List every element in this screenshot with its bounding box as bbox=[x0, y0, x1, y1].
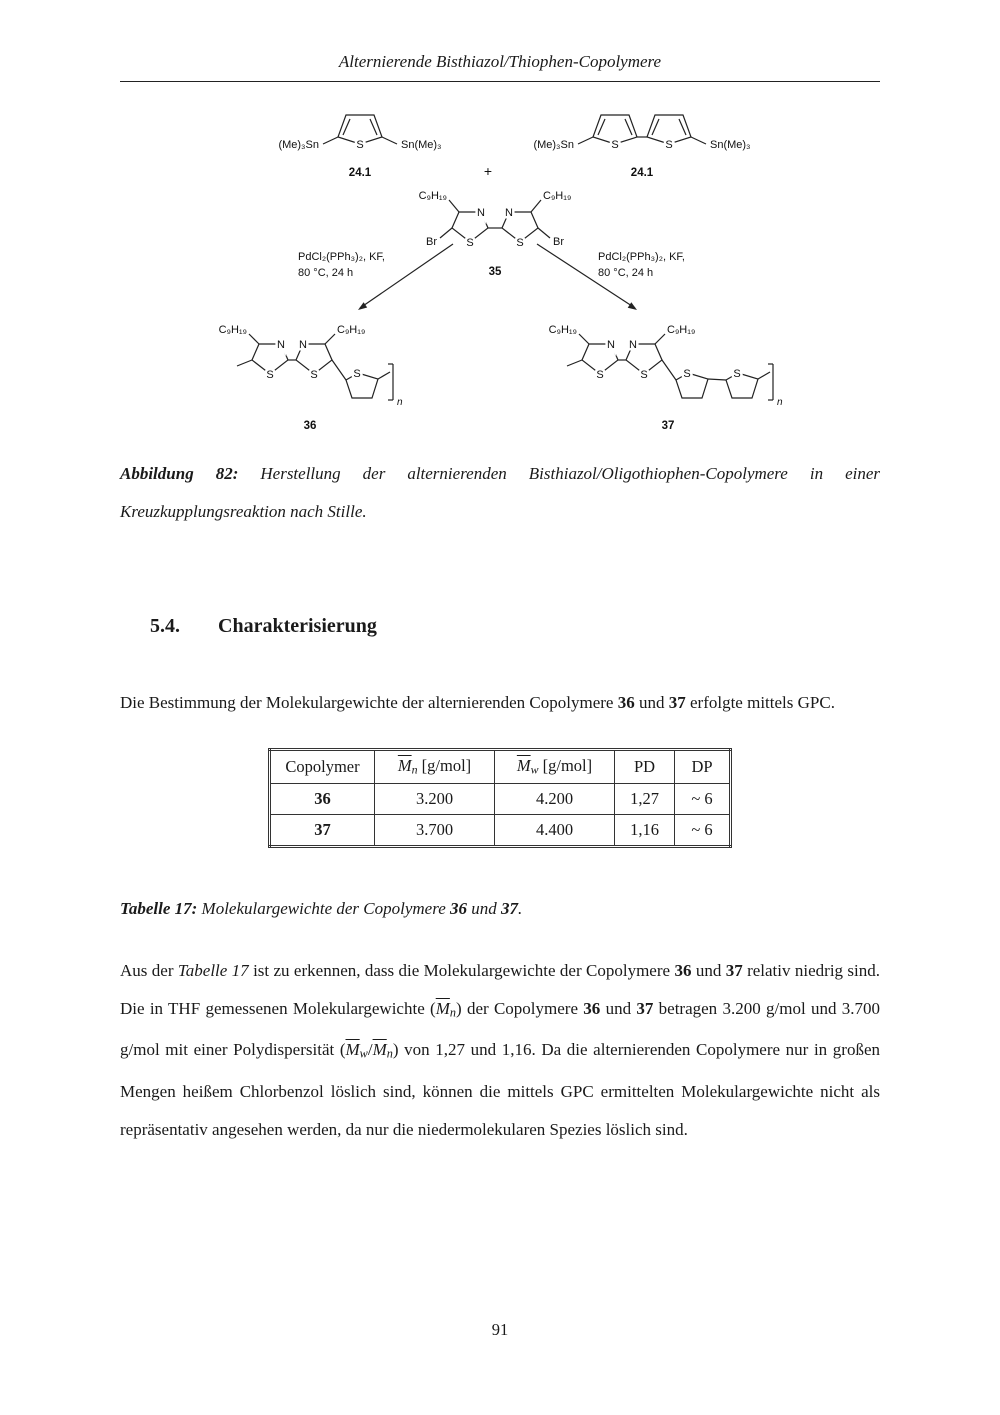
trimethylstannyl-label: Sn(Me)₃ bbox=[401, 139, 442, 151]
col-header-mw: $\overline{M}w$ [g/mol] bbox=[495, 750, 615, 784]
bithiophene-rings-monomer bbox=[578, 115, 706, 144]
nitrogen-atom-label: N bbox=[629, 339, 637, 351]
section-heading bbox=[150, 615, 880, 638]
page-number: 91 bbox=[491, 1320, 509, 1339]
nonyl-chain-label: C₉H₁₉ bbox=[337, 324, 366, 336]
sulfur-atom-label: S bbox=[596, 369, 604, 381]
cell-dp: ~ 6 bbox=[675, 783, 731, 814]
cell-mw: 4.400 bbox=[495, 814, 615, 846]
col-header-pd: PD bbox=[615, 750, 675, 784]
nitrogen-atom-label: N bbox=[299, 339, 307, 351]
bromine-atom-label: Br bbox=[553, 236, 564, 248]
figure-caption: Abbildung 82: Herstellung der alternierenden Bisthiazol/Oligothiophen-Copolymere in einer Kreuzkupplungsreaktion nach Stille. bbox=[120, 464, 880, 521]
sulfur-atom-label: S bbox=[516, 237, 524, 249]
intro-paragraph: Die Bestimmung der Molekulargewichte der alternierenden Copolymere 36 und 37 erfolgte mittels GPC. bbox=[120, 693, 835, 712]
bromine-atom-label: Br bbox=[426, 236, 437, 248]
reaction-scheme-svg bbox=[120, 88, 880, 440]
col-header-dp: DP bbox=[675, 750, 731, 784]
trimethylstannyl-label: (Me)₃Sn bbox=[278, 139, 319, 151]
section-number: 5.4. bbox=[150, 615, 180, 637]
sulfur-atom-label: S bbox=[733, 368, 741, 380]
cell-copolymer: 37 bbox=[270, 814, 375, 846]
repeat-unit-subscript: n bbox=[397, 397, 403, 408]
cell-mn: 3.200 bbox=[375, 783, 495, 814]
sulfur-atom-label: S bbox=[310, 369, 318, 381]
nonyl-chain-label: C₉H₁₉ bbox=[418, 190, 447, 202]
section-title: Charakterisierung bbox=[218, 615, 377, 637]
trimethylstannyl-label: Sn(Me)₃ bbox=[710, 139, 751, 151]
body-paragraph: Aus der Tabelle 17 ist zu erkennen, dass die Molekulargewichte der Copolymere 36 und 37 relativ niedrig sind. Die in THF gemessenen Molekulargewichte $(\overline{M}n)$ der Copolymere 36 und 37 betragen 3.200 g/mol und 3.700 g/mol mit einer Polydispersität $(\overline{M}w/\overline{M}n)$ von 1,27 und 1,16. Da die alternierenden Copolymere nur in großen Mengen heißem Chlorbenzol löslich sind, können die mittels GPC ermittelten Molekulargewichte nicht als repräsentativ angesehen werden, da nur die niedermolekularen Spezies löslich sind. bbox=[120, 960, 881, 1139]
figure-reaction-scheme bbox=[120, 88, 880, 445]
table-row bbox=[270, 814, 731, 846]
polymer-36-structure bbox=[237, 334, 393, 400]
nonyl-chain-label: C₉H₁₉ bbox=[543, 190, 572, 202]
reaction-conditions-line2: 80 °C, 24 h bbox=[298, 267, 354, 279]
compound-number-36: 36 bbox=[303, 420, 317, 432]
reaction-conditions-line2: 80 °C, 24 h bbox=[598, 267, 654, 279]
nitrogen-atom-label: N bbox=[477, 207, 485, 219]
sulfur-atom-label: S bbox=[356, 139, 364, 151]
polymer-37-structure bbox=[567, 334, 773, 400]
nitrogen-atom-label: N bbox=[505, 207, 513, 219]
running-header-title: Alternierende Bisthiazol/Thiophen-Copolymere bbox=[338, 52, 662, 71]
compound-number-37: 37 bbox=[661, 420, 675, 432]
cell-dp: ~ 6 bbox=[675, 814, 731, 846]
arrowheads bbox=[358, 302, 637, 310]
compound-number-35: 35 bbox=[488, 266, 502, 278]
cell-mw: 4.200 bbox=[495, 783, 615, 814]
cell-mn: 3.700 bbox=[375, 814, 495, 846]
sulfur-atom-label: S bbox=[466, 237, 474, 249]
scheme-labels bbox=[219, 139, 783, 432]
trimethylstannyl-label: (Me)₃Sn bbox=[533, 139, 574, 151]
sulfur-atom-label: S bbox=[266, 369, 274, 381]
col-header-mn: $\overline{M}n$ [g/mol] bbox=[375, 750, 495, 784]
cell-copolymer: 36 bbox=[270, 783, 375, 814]
reaction-conditions-line1: PdCl₂(PPh₃)₂, KF, bbox=[598, 251, 685, 263]
nonyl-chain-label: C₉H₁₉ bbox=[218, 324, 247, 336]
sulfur-atom-label: S bbox=[353, 368, 361, 380]
sulfur-atom-label: S bbox=[665, 139, 673, 151]
table-caption: Tabelle 17: Molekulargewichte der Copolymere 36 und 37. bbox=[120, 898, 523, 918]
cell-pd: 1,16 bbox=[615, 814, 675, 846]
plus-sign: + bbox=[483, 163, 493, 179]
sulfur-atom-label: S bbox=[640, 369, 648, 381]
compound-number-24-1: 24.1 bbox=[630, 167, 654, 179]
nitrogen-atom-label: N bbox=[277, 339, 285, 351]
repeat-unit-subscript: n bbox=[777, 397, 783, 408]
cell-pd: 1,27 bbox=[615, 783, 675, 814]
table-row bbox=[270, 783, 731, 814]
running-header bbox=[120, 52, 880, 82]
nitrogen-atom-label: N bbox=[607, 339, 615, 351]
sulfur-atom-label: S bbox=[683, 368, 691, 380]
reaction-conditions-line1: PdCl₂(PPh₃)₂, KF, bbox=[298, 251, 385, 263]
compound-number-24-1: 24.1 bbox=[348, 167, 372, 179]
molecular-weights-table bbox=[268, 748, 732, 848]
nonyl-chain-label: C₉H₁₉ bbox=[548, 324, 577, 336]
table-container bbox=[120, 748, 880, 848]
table-header-row bbox=[270, 750, 731, 784]
col-header-copolymer: Copolymer bbox=[270, 750, 375, 784]
nonyl-chain-label: C₉H₁₉ bbox=[667, 324, 696, 336]
sulfur-atom-label: S bbox=[611, 139, 619, 151]
bisthiazole-35 bbox=[440, 200, 550, 242]
